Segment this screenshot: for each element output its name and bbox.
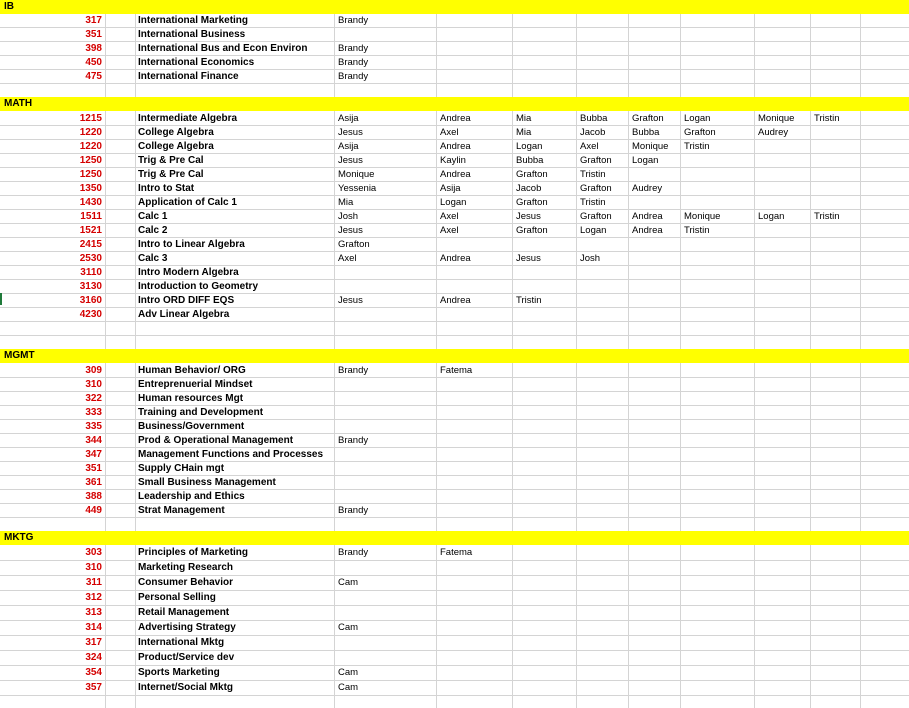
student-name-cell: Axel (440, 225, 459, 236)
course-title: Leadership and Ethics (138, 491, 245, 502)
section-label: MATH (4, 98, 33, 109)
student-name-cell: Kaylin (440, 155, 466, 166)
section-header-band[interactable] (0, 97, 909, 111)
table-row[interactable] (0, 622, 909, 637)
student-name-cell: Tristin (814, 113, 840, 124)
table-row[interactable] (0, 407, 909, 421)
course-title: Intro to Stat (138, 183, 195, 194)
student-name-cell: Logan (516, 141, 543, 152)
student-name-cell: Andrea (440, 169, 471, 180)
course-title: Human Behavior/ ORG (138, 365, 246, 376)
course-title: Intro ORD DIFF EQS (138, 295, 235, 306)
course-number: 2415 (79, 239, 102, 250)
course-number: 312 (85, 592, 102, 603)
row-selection-marker (0, 293, 2, 305)
student-name-cell: Brandy (338, 43, 369, 54)
student-name-cell: Jesus (338, 225, 363, 236)
student-name-cell: Grafton (338, 239, 370, 250)
course-title: College Algebra (138, 141, 214, 152)
table-row[interactable] (0, 127, 909, 141)
student-name-cell: Jacob (516, 183, 542, 194)
student-name-cell: Andrea (440, 253, 471, 264)
student-name-cell: Grafton (580, 211, 612, 222)
student-name-cell: Tristin (580, 169, 606, 180)
course-number: 1511 (80, 211, 102, 222)
student-name-cell: Logan (684, 113, 711, 124)
course-number: 1220 (79, 127, 102, 138)
student-name-cell: Brandy (338, 435, 369, 446)
course-number: 1250 (79, 155, 102, 166)
student-name-cell: Mia (516, 113, 532, 124)
course-number: 1220 (79, 141, 102, 152)
table-row[interactable] (0, 491, 909, 505)
student-name-cell: Cam (338, 682, 359, 693)
student-name-cell: Brandy (338, 15, 369, 26)
student-name-cell: Monique (758, 113, 795, 124)
student-name-cell: Audrey (632, 183, 663, 194)
course-title: Sports Marketing (138, 667, 220, 678)
student-name-cell: Bubba (516, 155, 544, 166)
student-name-cell: Tristin (684, 141, 710, 152)
student-name-cell: Brandy (338, 505, 369, 516)
student-name-cell: Tristin (516, 295, 542, 306)
table-row[interactable] (0, 309, 909, 323)
course-title: Product/Service dev (138, 652, 235, 663)
course-title: Trig & Pre Cal (138, 169, 204, 180)
course-number: 450 (85, 57, 102, 68)
table-row[interactable] (0, 71, 909, 85)
student-name-cell: Cam (338, 667, 359, 678)
course-title: International Finance (138, 71, 239, 82)
table-row[interactable] (0, 577, 909, 592)
table-row[interactable] (0, 29, 909, 43)
course-number: 313 (85, 607, 102, 618)
table-row[interactable] (0, 15, 909, 29)
student-name-cell: Monique (338, 169, 375, 180)
course-number: 1250 (79, 169, 102, 180)
course-number: 335 (85, 421, 102, 432)
student-name-cell: Bubba (580, 113, 608, 124)
course-number: 3110 (80, 267, 102, 278)
course-number: 1215 (79, 113, 102, 124)
student-name-cell: Brandy (338, 71, 369, 82)
course-title: International Marketing (138, 15, 249, 26)
student-name-cell: Grafton (580, 155, 612, 166)
course-number: 344 (85, 435, 102, 446)
course-title: Calc 3 (138, 253, 168, 264)
course-title: International Mktg (138, 637, 225, 648)
section-label: MGMT (4, 350, 35, 361)
course-title: International Bus and Econ Environ (138, 43, 308, 54)
table-row[interactable] (0, 667, 909, 682)
course-number: 317 (85, 637, 102, 648)
table-row[interactable] (0, 435, 909, 449)
student-name-cell: Logan (758, 211, 785, 222)
student-name-cell: Jesus (516, 253, 541, 264)
course-title: Trig & Pre Cal (138, 155, 204, 166)
course-number: 1430 (79, 197, 102, 208)
student-name-cell: Bubba (632, 127, 660, 138)
table-row[interactable] (0, 197, 909, 211)
section-header-band[interactable] (0, 531, 909, 545)
table-row[interactable] (0, 393, 909, 407)
student-name-cell: Andrea (440, 295, 471, 306)
course-number: 449 (85, 505, 102, 516)
student-name-cell: Andrea (632, 225, 663, 236)
student-name-cell: Asija (338, 141, 359, 152)
course-title: Calc 1 (138, 211, 168, 222)
course-title: International Economics (138, 57, 255, 68)
student-name-cell: Andrea (440, 141, 471, 152)
course-title: Training and Development (138, 407, 264, 418)
course-number: 3130 (79, 281, 102, 292)
table-row[interactable] (0, 379, 909, 393)
course-title: Principles of Marketing (138, 547, 249, 558)
course-number: 388 (85, 491, 102, 502)
course-number: 4230 (79, 309, 102, 320)
row-gridline (0, 335, 909, 336)
course-title: Management Functions and Processes (138, 449, 324, 460)
course-number: 361 (85, 477, 102, 488)
table-row[interactable] (0, 281, 909, 295)
table-row[interactable] (0, 421, 909, 435)
section-label: MKTG (4, 532, 34, 543)
student-name-cell: Logan (580, 225, 607, 236)
table-row[interactable] (0, 682, 909, 697)
course-number: 351 (85, 29, 102, 40)
student-name-cell: Yessenia (338, 183, 377, 194)
student-name-cell: Grafton (516, 197, 548, 208)
course-number: 357 (85, 682, 102, 693)
course-title: College Algebra (138, 127, 214, 138)
student-name-cell: Audrey (758, 127, 789, 138)
table-row[interactable] (0, 505, 909, 519)
student-name-cell: Asija (440, 183, 461, 194)
course-title: Adv Linear Algebra (138, 309, 230, 320)
student-name-cell: Jesus (338, 295, 363, 306)
course-number: 398 (85, 43, 102, 54)
student-name-cell: Jesus (338, 127, 363, 138)
course-title: Consumer Behavior (138, 577, 234, 588)
table-row[interactable] (0, 225, 909, 239)
course-title: Intermediate Algebra (138, 113, 238, 124)
student-name-cell: Fatema (440, 547, 473, 558)
course-title: Advertising Strategy (138, 622, 236, 633)
table-row[interactable] (0, 547, 909, 562)
table-row[interactable] (0, 463, 909, 477)
table-row[interactable] (0, 637, 909, 652)
student-name-cell: Cam (338, 577, 359, 588)
student-name-cell: Jesus (516, 211, 541, 222)
section-header-band[interactable] (0, 0, 909, 14)
student-name-cell: Josh (580, 253, 601, 264)
student-name-cell: Grafton (516, 225, 548, 236)
student-name-cell: Logan (440, 197, 467, 208)
course-title: Strat Management (138, 505, 225, 516)
student-name-cell: Brandy (338, 365, 369, 376)
table-row[interactable] (0, 113, 909, 127)
student-name-cell: Monique (684, 211, 721, 222)
table-row[interactable] (0, 141, 909, 155)
course-title: Prod & Operational Management (138, 435, 294, 446)
student-name-cell: Asija (338, 113, 359, 124)
student-name-cell: Tristin (684, 225, 710, 236)
student-name-cell: Brandy (338, 57, 369, 68)
student-name-cell: Axel (440, 211, 459, 222)
student-name-cell: Andrea (440, 113, 471, 124)
table-row[interactable] (0, 211, 909, 225)
table-row[interactable] (0, 155, 909, 169)
course-number: 309 (85, 365, 102, 376)
student-name-cell: Grafton (516, 169, 548, 180)
course-title: Introduction to Geometry (138, 281, 258, 292)
course-title: International Business (138, 29, 246, 40)
student-name-cell: Josh (338, 211, 359, 222)
course-number: 317 (85, 15, 102, 26)
table-row[interactable] (0, 365, 909, 379)
student-name-cell: Fatema (440, 365, 473, 376)
course-title: Human resources Mgt (138, 393, 244, 404)
table-row[interactable] (0, 169, 909, 183)
table-row[interactable] (0, 43, 909, 57)
course-title: Small Business Management (138, 477, 276, 488)
course-number: 303 (85, 547, 102, 558)
student-name-cell: Mia (338, 197, 354, 208)
course-number: 311 (85, 577, 102, 588)
course-title: Personal Selling (138, 592, 216, 603)
course-number: 475 (85, 71, 102, 82)
student-name-cell: Mia (516, 127, 532, 138)
student-name-cell: Axel (580, 141, 599, 152)
student-name-cell: Axel (440, 127, 459, 138)
student-name-cell: Brandy (338, 547, 369, 558)
student-name-cell: Grafton (632, 113, 664, 124)
course-title: Entreprenuerial Mindset (138, 379, 253, 390)
course-number: 324 (85, 652, 102, 663)
course-number: 3160 (79, 295, 102, 306)
course-number: 310 (85, 562, 102, 573)
course-title: Intro Modern Algebra (138, 267, 239, 278)
course-number: 310 (85, 379, 102, 390)
table-row[interactable] (0, 267, 909, 281)
section-header-band[interactable] (0, 349, 909, 363)
course-title: Retail Management (138, 607, 230, 618)
section-label: IB (4, 1, 14, 12)
student-name-cell: Andrea (632, 211, 663, 222)
table-row[interactable] (0, 295, 909, 309)
course-title: Application of Calc 1 (138, 197, 237, 208)
table-row[interactable] (0, 449, 909, 463)
student-name-cell: Grafton (580, 183, 612, 194)
student-name-cell: Monique (632, 141, 669, 152)
course-number: 347 (85, 449, 102, 460)
table-row[interactable] (0, 592, 909, 607)
table-row[interactable] (0, 239, 909, 253)
course-number: 1521 (79, 225, 102, 236)
course-number: 354 (85, 667, 102, 678)
course-number: 314 (85, 622, 102, 633)
course-number: 333 (85, 407, 102, 418)
course-title: Intro to Linear Algebra (138, 239, 245, 250)
course-number: 322 (85, 393, 102, 404)
table-row[interactable] (0, 183, 909, 197)
student-name-cell: Cam (338, 622, 359, 633)
table-row[interactable] (0, 652, 909, 667)
table-row[interactable] (0, 477, 909, 491)
course-title: Calc 2 (138, 225, 168, 236)
student-name-cell: Jacob (580, 127, 606, 138)
course-title: Internet/Social Mktg (138, 682, 234, 693)
student-name-cell: Tristin (580, 197, 606, 208)
course-number: 351 (85, 463, 102, 474)
student-name-cell: Axel (338, 253, 357, 264)
course-number: 1350 (79, 183, 102, 194)
student-name-cell: Logan (632, 155, 659, 166)
course-title: Business/Government (138, 421, 245, 432)
table-row[interactable] (0, 607, 909, 622)
table-row[interactable] (0, 253, 909, 267)
table-row[interactable] (0, 57, 909, 71)
course-title: Marketing Research (138, 562, 234, 573)
student-name-cell: Tristin (814, 211, 840, 222)
student-name-cell: Grafton (684, 127, 716, 138)
table-row[interactable] (0, 562, 909, 577)
course-number: 2530 (79, 253, 102, 264)
course-title: Supply CHain mgt (138, 463, 225, 474)
student-name-cell: Jesus (338, 155, 363, 166)
